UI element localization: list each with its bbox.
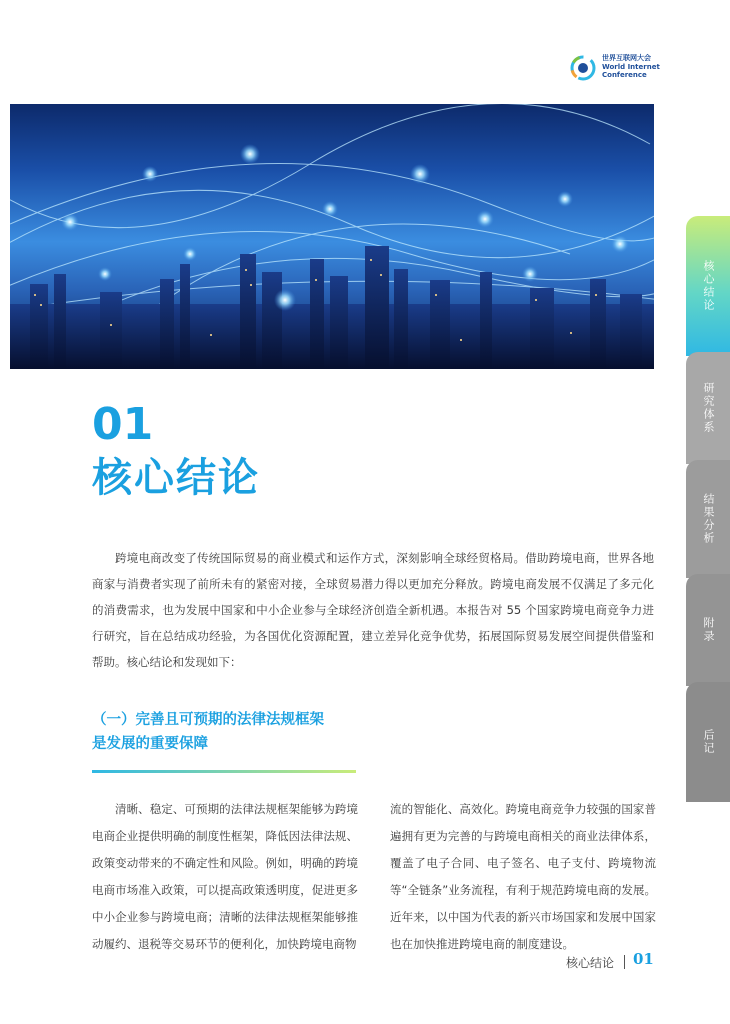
side-tab-appendix[interactable] <box>686 574 730 686</box>
logo-cn: 世界互联网大会 <box>602 54 651 62</box>
body-column-right: 流的智能化、高效化。跨境电商竞争力较强的国家普遍拥有更为完善的与跨境电商相关的商业法律体系，覆盖了电子合同、电子签名、电子支付、跨境物流等“全链条”业务流程，有利于规范跨境电商的发展。近年来，以中国为代表的新兴市场国家和发展中国家也在加快推进跨境电商的制度建设。 <box>390 802 656 951</box>
side-tab-label: 核心结论 <box>702 260 715 312</box>
side-tab-core-conclusions[interactable] <box>686 216 730 356</box>
side-tab-label: 附录 <box>702 617 715 643</box>
logo-en-line2: Conference <box>602 71 647 79</box>
side-tab-research-system[interactable] <box>686 352 730 464</box>
intro-paragraph: 跨境电商改变了传统国际贸易的商业模式和运作方式，深刻影响全球经贸格局。借助跨境电商，世界各地商家与消费者实现了前所未有的紧密对接，全球贸易潜力得以更加充分释放。跨境电商发展不仅满足了多元化的消费需求，也为发展中国家和中小企业参与全球经济创造全新机遇。本报告对 55 个国家跨境电商竞争力进行研究，旨在总结成功经验，为各国优化资源配置，建立差异化竞争优势，拓展国际贸易发展空间提供借鉴和帮助。核心结论和发现如下： <box>92 551 654 669</box>
footer-section-label: 核心结论 <box>566 956 615 970</box>
footer-separator <box>624 955 625 969</box>
page-number: 01 <box>633 950 654 968</box>
side-tab-label: 后记 <box>702 729 715 755</box>
chapter-number: 01 <box>92 399 154 450</box>
chapter-title: 核心结论 <box>92 455 260 501</box>
logo-emblem-icon <box>568 53 598 83</box>
body-column-left: 清晰、稳定、可预期的法律法规框架能够为跨境电商企业提供明确的制度性框架，降低因法律法规、政策变动带来的不确定性和风险。例如，明确的跨境电商市场准入政策，可以提高政策透明度，促进更多中小企业参与跨境电商；清晰的法律法规框架能够推动履约、退税等交易环节的便利化，加快跨境电商物 <box>92 802 358 951</box>
side-tab-label: 结果分析 <box>702 493 715 545</box>
section-heading-line1: （一）完善且可预期的法律法规框架 <box>92 712 324 728</box>
logo-en-line1: World Internet <box>602 62 660 71</box>
conference-logo <box>568 53 658 85</box>
hero-city-network-image <box>10 104 654 369</box>
section-divider <box>92 770 356 773</box>
section-heading-line2: 是发展的重要保障 <box>92 736 208 752</box>
side-tab-label: 研究体系 <box>702 382 715 434</box>
side-tab-results-analysis[interactable] <box>686 460 730 578</box>
logo-text <box>602 54 660 80</box>
section-heading <box>92 708 324 756</box>
side-tab-afterword[interactable] <box>686 682 730 802</box>
